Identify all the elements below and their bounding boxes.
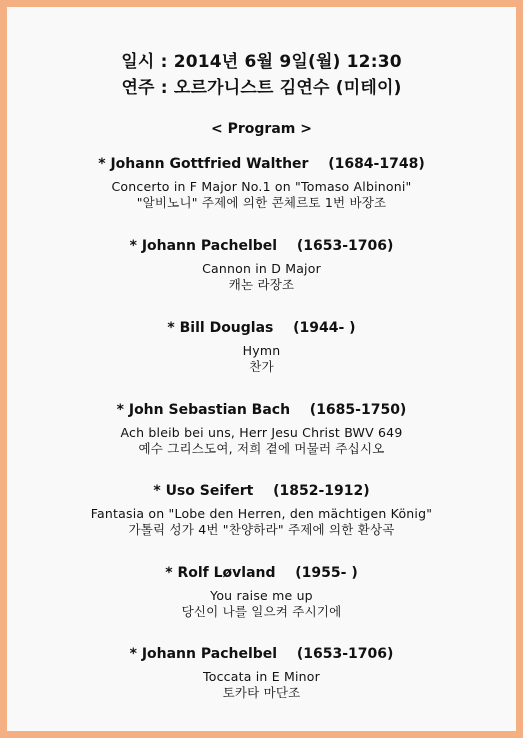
piece-title-ko: 찬가 — [249, 359, 274, 374]
bullet-mark: * — [98, 156, 106, 172]
bullet-mark: * — [116, 402, 124, 418]
composer-years: (1955- ) — [295, 565, 358, 581]
piece-item — [14, 319, 509, 375]
bullet-mark: * — [165, 565, 173, 581]
piece-title-en: Hymn — [242, 343, 281, 358]
bullet-mark: * — [153, 483, 161, 499]
composer-name: Johann Gottfried Walther — [110, 156, 309, 172]
piece-title-en: Ach bleib bei uns, Herr Jesu Christ BWV 649 — [120, 425, 403, 440]
composer-name: Johann Pachelbel — [141, 238, 278, 254]
bullet-mark: * — [129, 238, 137, 254]
composer-years: (1684-1748) — [328, 156, 425, 172]
piece-title-ko: 토카타 마단조 — [222, 685, 301, 700]
piece-title-ko: 당신이 나를 일으켜 주시기에 — [181, 604, 342, 619]
composer-line — [14, 237, 509, 255]
composer-line — [14, 401, 509, 419]
piece-title-en: Toccata in E Minor — [203, 669, 320, 684]
composer-name: Bill Douglas — [179, 320, 274, 336]
program-heading: < Program > — [211, 121, 312, 137]
bullet-mark: * — [129, 646, 137, 662]
piece-title-ko: "알비노니" 주제에 의한 콘체르토 1번 바장조 — [136, 195, 387, 210]
piece-title-en: Fantasia on "Lobe den Herren, den mächtigen König" — [90, 506, 433, 521]
composer-years: (1852-1912) — [273, 483, 370, 499]
composer-line — [14, 482, 509, 500]
piece-title-en: Cannon in D Major — [202, 261, 321, 276]
composer-years: (1653-1706) — [296, 646, 394, 662]
piece-item — [14, 564, 509, 620]
date-line: 일시 : 2014년 6월 9일(월) 12:30 — [121, 52, 402, 72]
composer-name: Rolf Løvland — [177, 565, 276, 581]
piece-title-en: Concerto in F Major No.1 on "Tomaso Albinoni" — [111, 179, 412, 194]
composer-line — [14, 155, 509, 173]
piece-item — [14, 155, 509, 211]
piece-title-ko: 예수 그리스도여, 저희 곁에 머물러 주십시오 — [138, 441, 385, 456]
performer-line: 연주 : 오르가니스트 김연수 (미테이) — [121, 78, 402, 98]
composer-name: John Sebastian Bach — [128, 402, 291, 418]
composer-years: (1944- ) — [293, 320, 356, 336]
piece-title-ko: 캐논 라장조 — [228, 277, 295, 292]
composer-line — [14, 645, 509, 663]
composer-line — [14, 319, 509, 337]
piece-item — [14, 237, 509, 293]
composer-name: Johann Pachelbel — [141, 646, 278, 662]
piece-item — [14, 401, 509, 457]
composer-years: (1653-1706) — [296, 238, 394, 254]
composer-line — [14, 564, 509, 582]
piece-item — [14, 645, 509, 701]
bullet-mark: * — [167, 320, 175, 336]
piece-item — [14, 482, 509, 538]
piece-title-en: You raise me up — [210, 588, 313, 603]
piece-title-ko: 가톨릭 성가 4번 "찬양하라" 주제에 의한 환상곡 — [128, 522, 395, 537]
composer-name: Uso Seifert — [165, 483, 254, 499]
composer-years: (1685-1750) — [309, 402, 407, 418]
